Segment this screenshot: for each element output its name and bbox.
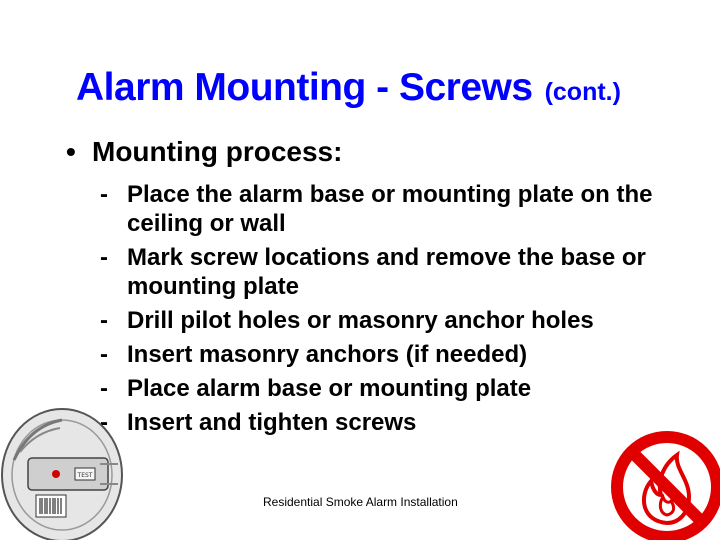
step-text: Insert masonry anchors (if needed) — [127, 341, 528, 368]
smoke-alarm-icon — [0, 400, 130, 540]
bullet-text: Mounting process: — [92, 136, 343, 167]
main-bullet — [66, 136, 342, 168]
svg-text:TEST: TEST — [77, 472, 93, 479]
title-main: Alarm Mounting - Screws — [76, 66, 533, 109]
no-fire-icon — [605, 425, 720, 540]
footer-text: Residential Smoke Alarm Installation — [263, 495, 458, 509]
dash-marker: - — [100, 409, 108, 436]
title-suffix: (cont.) — [544, 78, 621, 106]
dash-marker: - — [100, 244, 108, 271]
bullet-symbol: • — [66, 136, 76, 167]
step-list — [100, 180, 680, 442]
step-text: Place alarm base or mounting plate — [127, 375, 532, 402]
dash-marker: - — [100, 375, 108, 402]
step-text: Insert and tighten screws — [127, 409, 417, 436]
step-text: Drill pilot holes or masonry anchor holes — [127, 307, 594, 334]
list-item — [100, 408, 680, 437]
list-item — [100, 306, 680, 335]
list-item — [100, 180, 680, 238]
dash-marker: - — [100, 341, 108, 368]
step-text: Mark screw locations and remove the base or mounting plate — [127, 244, 646, 300]
slide-title — [76, 66, 716, 110]
list-item — [100, 340, 680, 369]
step-text: Place the alarm base or mounting plate on the ceiling or wall — [127, 181, 653, 237]
list-item — [100, 243, 680, 301]
dash-marker: - — [100, 307, 108, 334]
list-item — [100, 374, 680, 403]
dash-marker: - — [100, 181, 108, 208]
